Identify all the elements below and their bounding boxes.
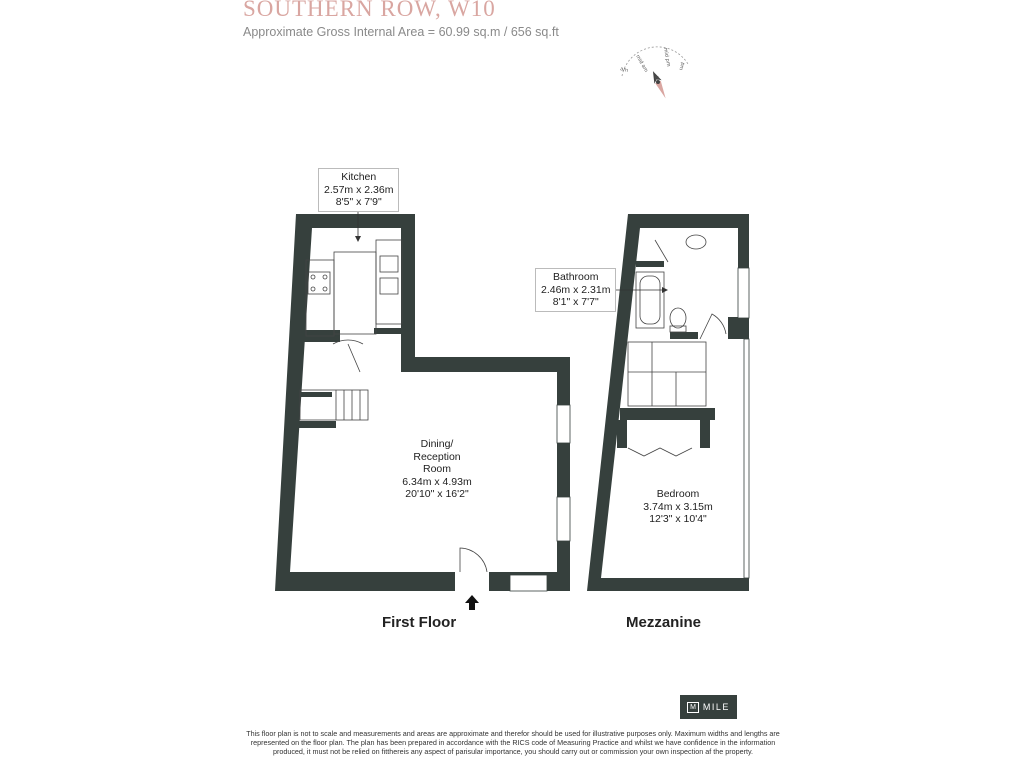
kitchen-pointer-arrow: [355, 236, 361, 242]
bathroom-imperial: 8'1" x 7'7": [552, 296, 599, 308]
gross-area-subtitle: Approximate Gross Internal Area = 60.99 sq.m / 656 sq.ft: [243, 25, 559, 39]
dining-name-line-3: Room: [422, 463, 451, 475]
dining-name-line-1: Dining/: [420, 438, 454, 450]
kitchen-label: [318, 168, 399, 212]
compass-rose: [619, 47, 688, 100]
bedroom-metric: 3.74m x 3.15m: [643, 500, 713, 513]
bedroom-name: Bedroom: [656, 488, 700, 500]
mezzanine-fittings: [628, 235, 726, 456]
kitchen-metric: 2.57m x 2.36m: [324, 183, 394, 196]
kitchen-imperial: 8'5" x 7'9": [335, 196, 382, 208]
first-floor-walls: [275, 214, 570, 591]
dining-metric: 6.34m x 4.93m: [402, 475, 472, 488]
logo-mark: M: [687, 702, 699, 713]
entrance-arrow: [465, 595, 479, 610]
compass-label-mid-am: mid am: [634, 54, 649, 74]
property-title: SOUTHERN ROW, W10: [243, 0, 496, 21]
dining-name-line-2: Reception: [413, 450, 461, 463]
bedroom-imperial: 12'3" x 10'4": [649, 513, 707, 525]
mezzanine-title: Mezzanine: [626, 614, 702, 631]
compass-label-mid-pm: mid pm: [662, 47, 672, 68]
compass-north-label: N: [655, 76, 659, 82]
bedroom-label: [628, 488, 728, 526]
mezzanine-windows: [738, 268, 749, 578]
agency-logo: [680, 695, 737, 719]
bathroom-label: [535, 268, 616, 312]
first-floor-title: First Floor: [382, 614, 457, 631]
kitchen-fittings: [300, 240, 487, 572]
bathroom-name: Bathroom: [552, 271, 599, 283]
dining-room-label: [382, 438, 492, 501]
bathroom-metric: 2.46m x 2.31m: [541, 283, 611, 296]
dining-imperial: 20'10" x 16'2": [405, 488, 469, 500]
compass-label-pm: pm: [677, 61, 686, 71]
kitchen-name: Kitchen: [341, 171, 377, 183]
logo-text: MILE: [702, 702, 730, 712]
disclaimer-text: This floor plan is not to scale and measurements and areas are approximate and therefor should be used for illustrative purposes only. Maximum widths and lengths are represented on the floor plan. The plan has been prepared in accordance with the RICS code of Measuring Practice and whilst we have confidence in the information produced, it must not be relied on fitthereis any aspect of parisular importance, you should carry out or commission your own inspection af the property.: [246, 729, 780, 756]
compass-label-am: am: [619, 66, 629, 74]
bathroom-pointer-arrow: [662, 287, 668, 293]
